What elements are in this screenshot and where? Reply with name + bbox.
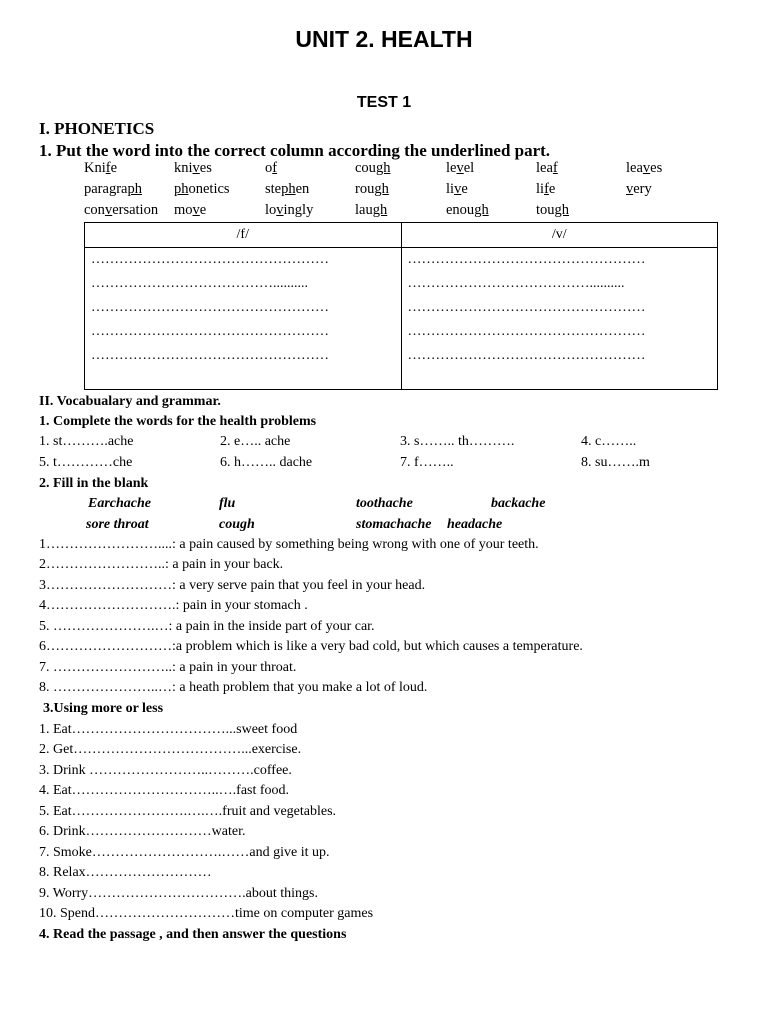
phonetics-question-1: 1. Put the word into the correct column according the underlined part. — [39, 141, 551, 160]
phonetics-word: life — [536, 181, 556, 197]
phonetics-word: conversation — [84, 202, 159, 218]
phonetics-word: tough — [536, 202, 570, 218]
sound-columns-table — [84, 222, 718, 390]
more-less-item[interactable]: 8. Relax……………………… — [39, 865, 212, 880]
more-less-item[interactable]: 1. Eat……………………………...sweet food — [39, 722, 298, 737]
underlined-sound: v — [456, 160, 464, 176]
phonetics-word: stephen — [265, 181, 310, 197]
underlined-sound: f — [272, 160, 278, 176]
more-less-item[interactable]: 2. Get………………………………...exercise. — [39, 742, 302, 757]
health-problem-item[interactable]: 8. su…….m — [581, 455, 650, 470]
more-less-item[interactable]: 10. Spend…………………………time on computer games — [39, 906, 374, 921]
phonetics-word-row — [84, 181, 704, 202]
fill-blank-item[interactable]: 3………………………: a very serve pain that you feel in your head. — [39, 578, 426, 593]
word-bank-item: flu — [219, 496, 236, 511]
underlined-sound: ph — [174, 181, 189, 197]
word-bank-item: headache — [447, 517, 503, 532]
phonetics-word: lovingly — [265, 202, 314, 218]
health-problem-item[interactable]: 2. e….. ache — [220, 434, 291, 449]
phonetics-word: very — [626, 181, 652, 197]
underlined-sound: gh — [375, 160, 391, 176]
phonetics-word: live — [446, 181, 468, 197]
phonetics-word: rough — [355, 181, 389, 197]
phonetics-word: leaf — [536, 160, 558, 176]
fill-blank-item[interactable]: 8. …………………..…: a heath problem that you make a lot of loud. — [39, 680, 428, 695]
section-vocabulary-heading: II. Vocabualary and grammar. — [39, 394, 221, 409]
more-less-item[interactable]: 9. Worry…………………………….about things. — [39, 886, 318, 901]
more-less-item[interactable]: 4. Eat…………………………..….fast food. — [39, 783, 290, 798]
phonetics-word: level — [446, 160, 475, 176]
underlined-sound: gh — [474, 202, 489, 218]
word-bank-item: backache — [491, 496, 546, 511]
answer-line[interactable]: …………………………………………… — [407, 300, 646, 315]
more-less-item[interactable]: 7. Smoke……………………….……and give it up. — [39, 845, 330, 860]
underlined-sound: gh — [374, 181, 389, 197]
phonetics-word-row — [84, 202, 704, 223]
phonetics-word: move — [174, 202, 207, 218]
health-problem-item[interactable]: 3. s…….. th………. — [400, 434, 515, 449]
answer-line[interactable]: ………………………………….......... — [91, 276, 308, 291]
answer-line[interactable]: …………………………………………… — [407, 324, 646, 339]
fill-blank-item[interactable]: 1……………………....: a pain caused by something being wrong with one of your teeth. — [39, 537, 539, 552]
answer-line[interactable]: ………………………………….......... — [407, 276, 625, 291]
phonetics-word: enough — [446, 202, 489, 218]
underlined-sound: v — [642, 160, 651, 176]
vocab-question-1-heading: 1. Complete the words for the health problems — [39, 414, 317, 429]
underlined-sound: v — [192, 160, 200, 176]
health-problem-item[interactable]: 4. c…….. — [581, 434, 637, 449]
answer-line[interactable]: …………………………………………… — [91, 324, 329, 339]
underlined-sound: v — [626, 181, 634, 197]
underlined-sound: f — [105, 160, 111, 176]
word-bank-item: sore throat — [86, 517, 149, 532]
underlined-sound: ph — [127, 181, 142, 197]
more-less-item[interactable]: 5. Eat…………………….….….fruit and vegetables. — [39, 804, 337, 819]
underlined-sound: v — [276, 202, 284, 218]
word-bank-item: toothache — [356, 496, 413, 511]
phonetics-word: knives — [174, 160, 212, 176]
underlined-sound: gh — [554, 202, 570, 218]
column-v-answers — [401, 248, 718, 390]
word-bank-item: Earchache — [88, 496, 151, 511]
vocab-question-2-heading: 2. Fill in the blank — [39, 476, 149, 491]
fill-blank-item[interactable]: 6………………………:a problem which is like a very bad cold, but which causes a temperature. — [39, 639, 583, 654]
column-f-answers — [85, 248, 402, 390]
page-title: UNIT 2. HEALTH — [295, 26, 473, 52]
more-less-item[interactable]: 6. Drink………………………water. — [39, 824, 246, 839]
health-problem-item[interactable]: 6. h…….. dache — [220, 455, 313, 470]
underlined-sound: f — [552, 160, 558, 176]
underlined-sound: gh — [372, 202, 388, 218]
column-f-header: /f/ — [85, 223, 402, 248]
health-problem-item[interactable]: 5. t…………che — [39, 455, 133, 470]
word-bank-item: stomachache — [356, 517, 432, 532]
phonetics-word: leaves — [626, 160, 663, 176]
word-bank-item: cough — [219, 517, 255, 532]
health-problem-item[interactable]: 1. st……….ache — [39, 434, 134, 449]
answer-line[interactable]: …………………………………………… — [91, 300, 329, 315]
health-problem-item[interactable]: 7. f…….. — [400, 455, 454, 470]
answer-line[interactable]: …………………………………………… — [407, 252, 646, 267]
underlined-sound: ph — [281, 181, 296, 197]
answer-line[interactable]: …………………………………………… — [91, 348, 329, 363]
underlined-sound: v — [104, 202, 113, 218]
phonetics-word: Knife — [84, 160, 118, 176]
section-phonetics-heading: I. PHONETICS — [39, 119, 155, 138]
answer-line[interactable]: …………………………………………… — [91, 252, 329, 267]
vocab-question-4-heading: 4. Read the passage , and then answer the questions — [39, 927, 347, 942]
more-less-item[interactable]: 3. Drink ……………………..……….coffee. — [39, 763, 292, 778]
fill-blank-item[interactable]: 7. ……………………..: a pain in your throat. — [39, 660, 297, 675]
vocab-question-3-heading: 3.Using more or less — [43, 701, 164, 716]
underlined-sound: v — [454, 181, 462, 197]
phonetics-word: paragraph — [84, 181, 142, 197]
test-subtitle: TEST 1 — [356, 94, 412, 111]
fill-blank-item[interactable]: 2……………………..: a pain in your back. — [39, 557, 284, 572]
underlined-sound: v — [192, 202, 200, 218]
underlined-sound: f — [544, 181, 549, 197]
fill-blank-item[interactable]: 5. ………………….…: a pain in the inside part of your car. — [39, 619, 375, 634]
phonetics-word: phonetics — [174, 181, 230, 197]
phonetics-word-grid — [84, 160, 704, 223]
phonetics-word: cough — [355, 160, 391, 176]
phonetics-word: laugh — [355, 202, 388, 218]
fill-blank-item[interactable]: 4……………………….: pain in your stomach . — [39, 598, 308, 613]
phonetics-word: of — [265, 160, 278, 176]
phonetics-word-row — [84, 160, 704, 181]
column-v-header: /v/ — [401, 223, 718, 248]
answer-line[interactable]: …………………………………………… — [407, 348, 646, 363]
